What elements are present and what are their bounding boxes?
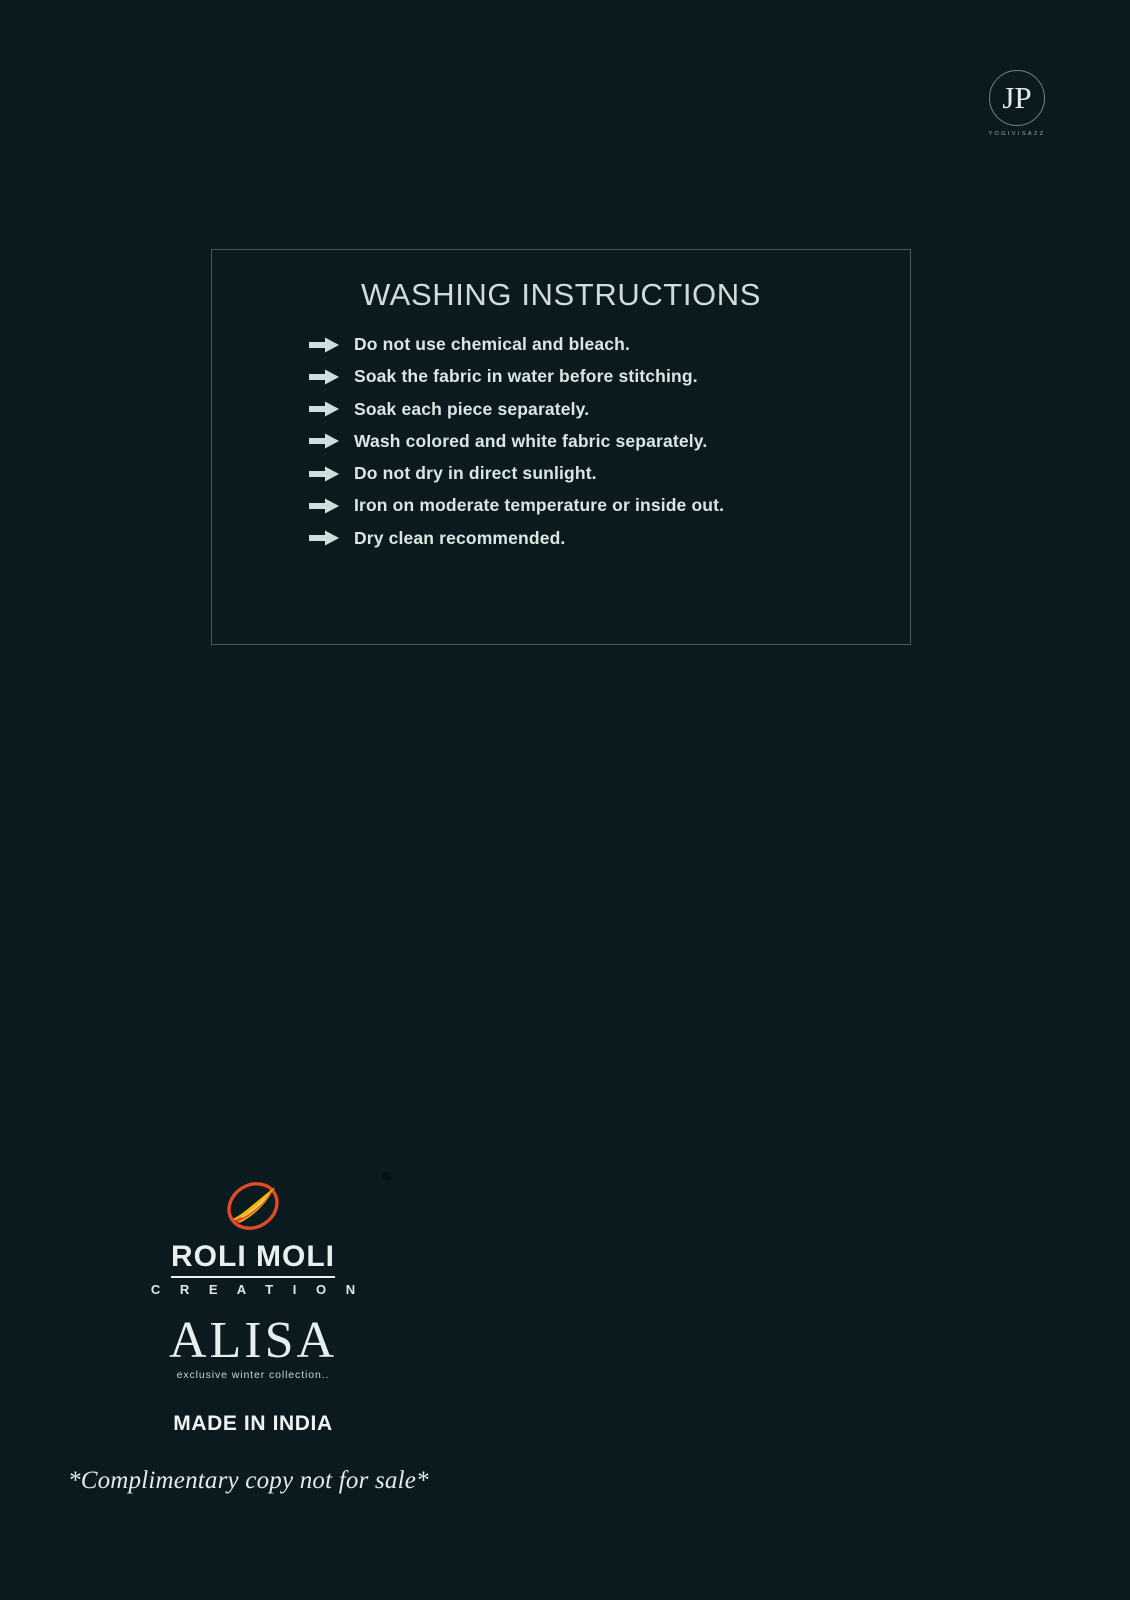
list-item-label: Iron on moderate temperature or inside out. [354,495,725,516]
flame-leaf-icon [217,1175,289,1237]
list-item-label: Wash colored and white fabric separately. [354,430,708,451]
disclaimer-text: *Complimentary copy not for sale* [68,1467,429,1494]
list-item-label: Dry clean recommended. [354,527,566,548]
list-item-label: Soak the fabric in water before stitching. [354,366,698,387]
arrow-right-icon [308,432,340,450]
list-item-label: Do not use chemical and bleach. [354,334,630,354]
arrow-right-icon [308,336,340,354]
page-title: WASHING INSTRUCTIONS [360,277,762,312]
made-in-india-label: MADE IN INDIA [173,1412,333,1435]
brand-monogram [982,70,1052,137]
list-item [212,367,910,386]
registered-mark: ® [382,1171,391,1183]
collection-name: ALISA [168,1312,338,1369]
list-item [212,335,910,354]
washing-instructions-list [212,335,910,548]
arrow-right-icon [308,368,340,386]
collection-tagline: exclusive winter collection.. [176,1369,330,1381]
collection-logo [128,1312,378,1381]
washing-instructions-panel [211,249,911,645]
arrow-right-icon [308,497,340,515]
arrow-right-icon [308,529,340,547]
list-item [212,529,910,548]
roli-moli-logo [128,1171,391,1297]
list-item [212,432,910,451]
list-item [212,464,910,483]
roli-moli-wordmark: ROLI MOLI [171,1240,335,1278]
arrow-right-icon [308,400,340,418]
roli-moli-subtitle: C R E A T I O N [150,1282,364,1297]
monogram-text: JP [1002,79,1032,115]
list-item [212,400,910,419]
list-item-label: Do not dry in direct sunlight. [354,463,597,483]
monogram-subtitle: YOGIVISAZZ [988,131,1046,137]
list-item [212,496,910,515]
arrow-right-icon [308,465,340,483]
circle-monogram-icon [989,70,1045,126]
list-item-label: Soak each piece separately. [354,398,590,419]
